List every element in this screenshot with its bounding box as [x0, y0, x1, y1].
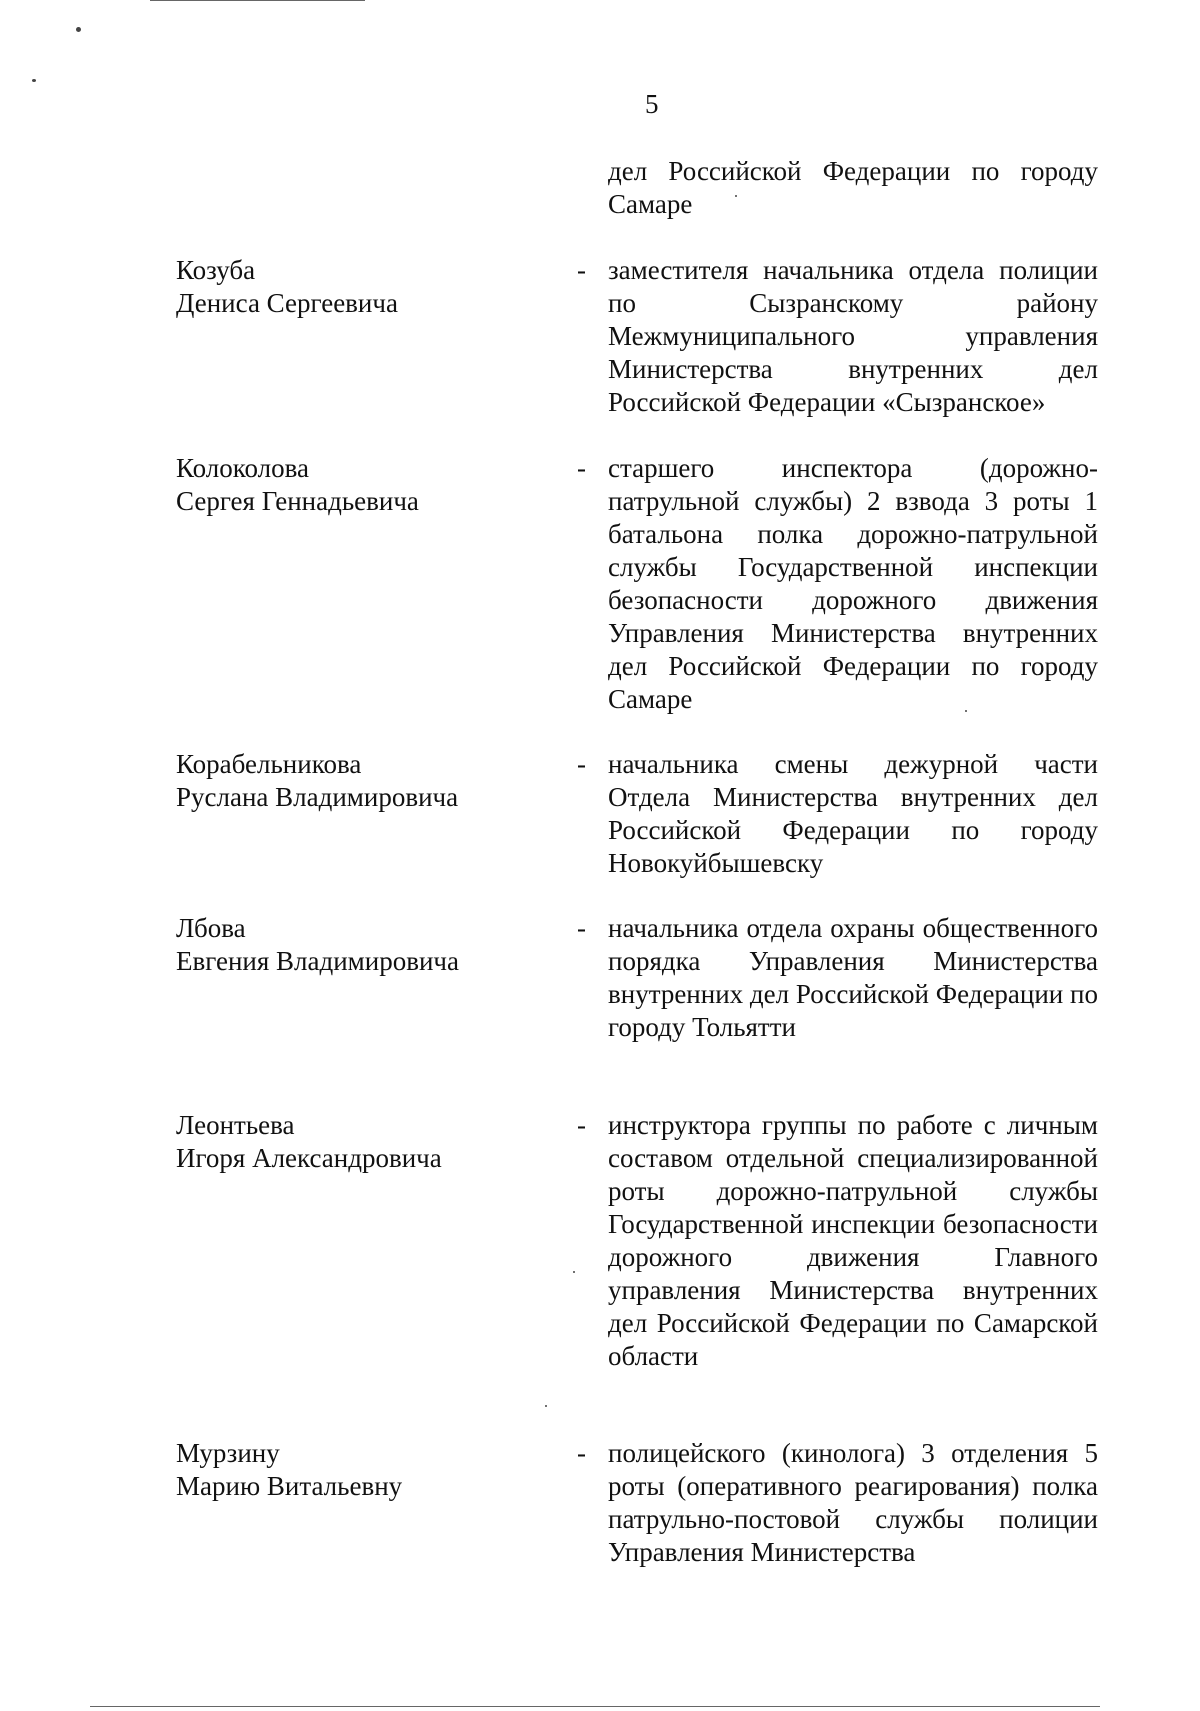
surname: Корабельникова: [176, 749, 362, 779]
given-names: Сергея Геннадьевича: [176, 486, 419, 516]
position-description: старшего инспектора (дорожно-патрульной службы) 2 взвода 3 роты 1 батальона полка дорожно-патрульной службы Государственной инспекции безопасности дорожного движения Управления Министерства внутренних дел Российской Федерации по городу Самаре: [608, 453, 1098, 714]
dash-separator: -: [577, 913, 586, 943]
given-names: Марию Витальевну: [176, 1471, 403, 1501]
scan-speck: [545, 1405, 547, 1407]
given-names: Игоря Александровича: [176, 1143, 442, 1173]
scan-edge-line: [150, 0, 365, 1]
person-name: [176, 254, 556, 320]
given-names: Дениса Сергеевича: [176, 288, 398, 318]
surname: Мурзину: [176, 1438, 280, 1468]
surname: Лбова: [176, 913, 246, 943]
position-description: полицейского (кинолога) 3 отделения 5 роты (оперативного реагирования) полка патрульно-постовой службы полиции Управления Министерства: [608, 1438, 1098, 1567]
position-description: заместителя начальника отдела полиции по Сызранскому району Межмуниципального управления Министерства внутренних дел Российской Федерации «Сызранское»: [608, 255, 1098, 417]
person-name: [176, 912, 556, 978]
position-description: начальника отдела охраны общественного порядка Управления Министерства внутренних дел Российской Федерации по городу Тольятти: [608, 913, 1098, 1042]
scan-speck: [32, 79, 36, 82]
continuation-text: дел Российской Федерации по городу Самаре: [608, 156, 1098, 219]
page-number: 5: [645, 89, 659, 119]
position-description: инструктора группы по работе с личным составом отдельной специализированной роты дорожно-патрульной службы Государственной инспекции безопасности дорожного движения Главного управления Министерства внутренних дел Российской Федерации по Самарской области: [608, 1110, 1098, 1371]
scan-speck: [76, 27, 81, 32]
scan-speck: [573, 1271, 575, 1273]
surname: Леонтьева: [176, 1110, 295, 1140]
dash-separator: -: [577, 1110, 586, 1140]
person-name: [176, 1437, 556, 1503]
person-name: [176, 748, 556, 814]
position-description: начальника смены дежурной части Отдела Министерства внутренних дел Российской Федерации по городу Новокуйбышевску: [608, 749, 1098, 878]
dash-separator: -: [577, 255, 586, 285]
surname: Колоколова: [176, 453, 310, 483]
person-name: [176, 452, 556, 518]
surname: Козуба: [176, 255, 256, 285]
given-names: Руслана Владимировича: [176, 782, 459, 812]
dash-separator: -: [577, 1438, 586, 1468]
given-names: Евгения Владимировича: [176, 946, 459, 976]
dash-separator: -: [577, 749, 586, 779]
scan-edge-line: [90, 1706, 1100, 1707]
person-name: [176, 1109, 556, 1175]
dash-separator: -: [577, 453, 586, 483]
